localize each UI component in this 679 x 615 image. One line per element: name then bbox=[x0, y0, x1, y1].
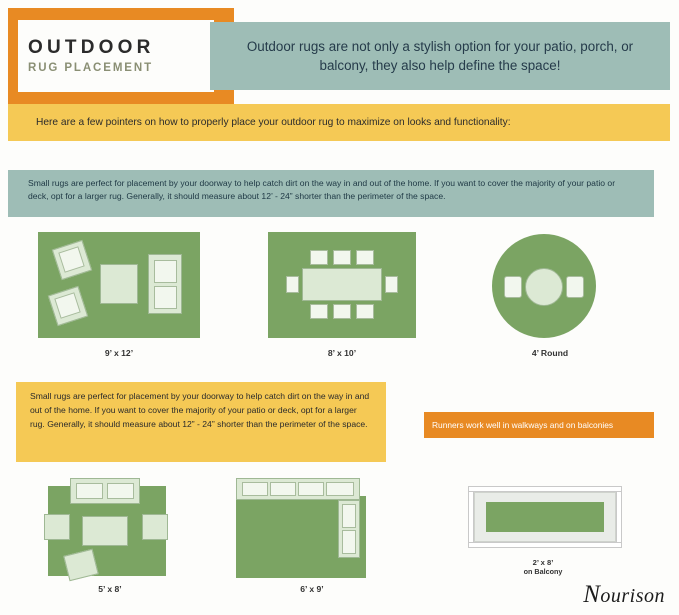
sofa-cushion-2 bbox=[154, 286, 177, 309]
caption-8x10: 8’ x 10’ bbox=[327, 348, 357, 358]
sectional-right-cushion-2 bbox=[342, 530, 356, 554]
side-chair-left bbox=[44, 514, 70, 540]
brand-name: ourison bbox=[600, 585, 665, 607]
pointers-yellow-banner bbox=[8, 104, 670, 141]
caption-9x12: 9’ x 12’ bbox=[104, 348, 134, 358]
dining-chair-right bbox=[385, 276, 398, 293]
sectional-right-cushion-1 bbox=[342, 504, 356, 528]
side-chair-bottom bbox=[63, 549, 98, 581]
brand-logo bbox=[583, 581, 665, 609]
caption-4-round: 4’ Round bbox=[531, 348, 569, 358]
sectional-top-cushion-2 bbox=[270, 482, 296, 496]
figure-5x8 bbox=[30, 478, 190, 598]
caption-2x8-size: 2’ x 8’ bbox=[532, 558, 554, 567]
dining-chair-bottom-3 bbox=[356, 304, 374, 319]
sectional-top-cushion-4 bbox=[326, 482, 354, 496]
sofa-cushion-1 bbox=[154, 260, 177, 283]
figure-6x9 bbox=[232, 478, 392, 598]
section2-text: Small rugs are perfect for placement by your doorway to help catch dirt on the way in and out of the home. If you want to cover the majority of your patio or deck, opt for a larger rug. Generally, it should measure about 12” - 24” shorter than the perimeter of the space. bbox=[30, 391, 370, 429]
page-subtitle: RUG PLACEMENT bbox=[28, 62, 154, 75]
balcony-rail-right bbox=[616, 486, 622, 548]
sectional-top-cushion-1 bbox=[242, 482, 268, 496]
coffee-table bbox=[100, 264, 138, 304]
brand-initial: N bbox=[583, 581, 601, 608]
section1-teal-strip bbox=[8, 170, 654, 217]
rug-2x8-runner bbox=[486, 502, 604, 532]
section2-orange-box bbox=[424, 412, 654, 438]
pointers-text: Here are a few pointers on how to properly place your outdoor rug to maximize on looks and functionality: bbox=[36, 117, 511, 128]
bistro-chair-left bbox=[504, 276, 522, 298]
figure-8x10 bbox=[268, 232, 416, 364]
figure-2x8-balcony bbox=[448, 478, 638, 598]
dining-chair-left bbox=[286, 276, 299, 293]
section1-text: Small rugs are perfect for placement by your doorway to help catch dirt on the way in and out of the home. If you want to cover the majority of your patio or deck, opt for a larger rug. Generally, it should measure about 12’ - 24” shorter than the perimeter of the space. bbox=[28, 178, 616, 202]
caption-6x9: 6’ x 9’ bbox=[300, 584, 324, 594]
page-title: OUTDOOR bbox=[28, 36, 155, 58]
figure-4-round bbox=[470, 232, 630, 364]
balcony-rail-top bbox=[468, 486, 622, 492]
dining-chair-bottom-1 bbox=[310, 304, 328, 319]
balcony-rail-left bbox=[468, 486, 474, 548]
sofa-top-cushion-1 bbox=[76, 483, 103, 499]
coffee-table-5x8 bbox=[82, 516, 128, 546]
sofa-top-cushion-2 bbox=[107, 483, 134, 499]
sectional-top-cushion-3 bbox=[298, 482, 324, 496]
runner-text: Runners work well in walkways and on balconies bbox=[432, 420, 614, 430]
side-chair-right bbox=[142, 514, 168, 540]
dining-chair-top-1 bbox=[310, 250, 328, 265]
dining-chair-top-2 bbox=[333, 250, 351, 265]
intro-teal-banner bbox=[210, 22, 670, 90]
caption-2x8-sub: on Balcony bbox=[523, 567, 563, 576]
section2-yellow-box bbox=[16, 382, 386, 462]
title-card bbox=[18, 20, 214, 92]
caption-2x8 bbox=[448, 558, 638, 576]
intro-text: Outdoor rugs are not only a stylish option for your patio, porch, or balcony, they also help define the space! bbox=[246, 38, 634, 73]
bistro-table bbox=[525, 268, 563, 306]
caption-5x8: 5’ x 8’ bbox=[98, 584, 122, 594]
dining-chair-bottom-2 bbox=[333, 304, 351, 319]
bistro-chair-right bbox=[566, 276, 584, 298]
figure-9x12 bbox=[38, 232, 200, 364]
dining-table bbox=[302, 268, 382, 301]
balcony-rail-bottom bbox=[468, 542, 622, 548]
dining-chair-top-3 bbox=[356, 250, 374, 265]
